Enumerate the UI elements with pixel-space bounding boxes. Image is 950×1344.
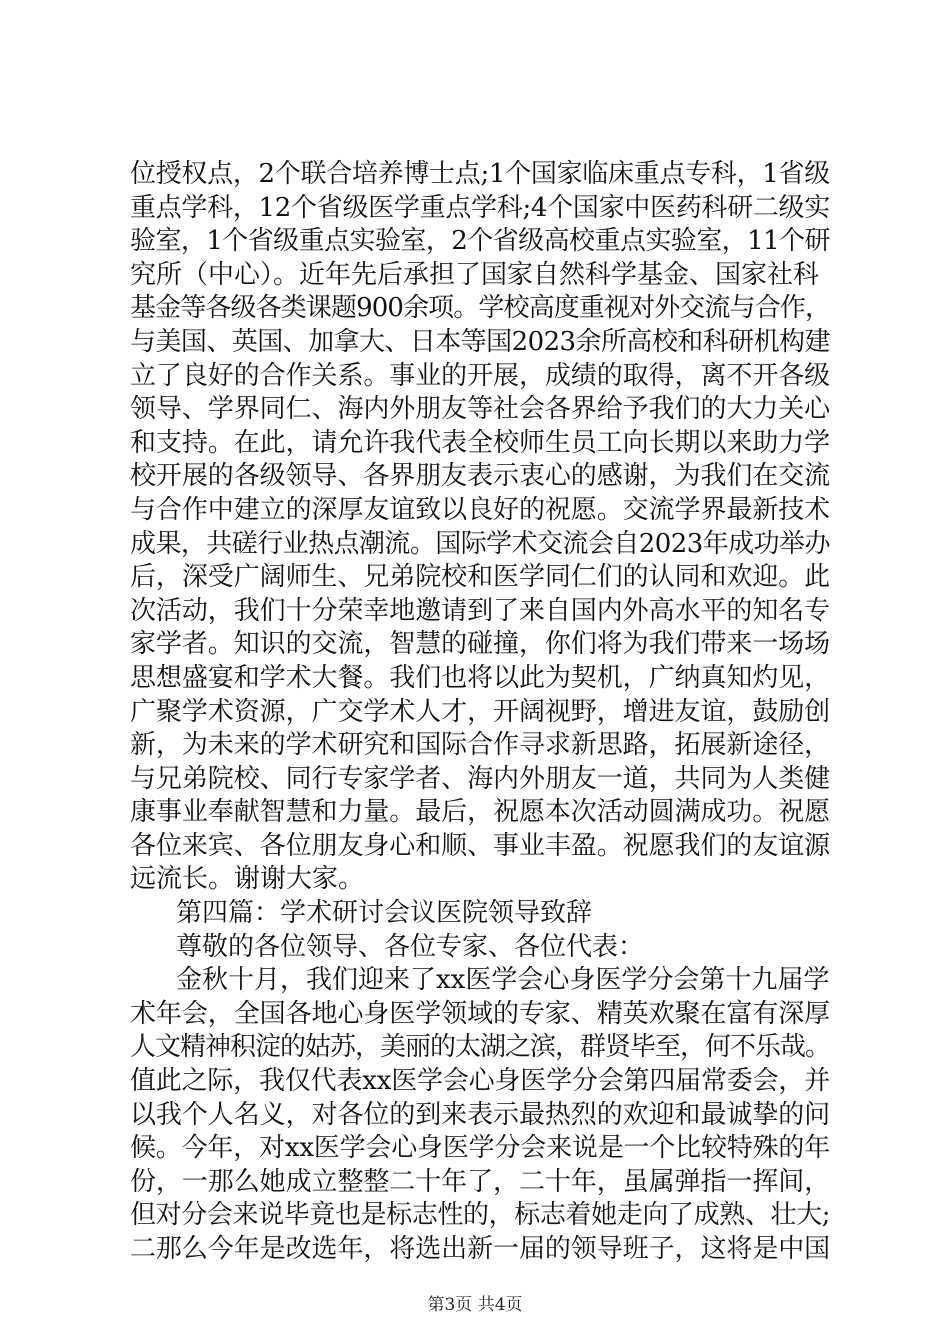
text-line: 二那么今年是改选年，将选出新一届的领导班子，这将是中国 [130, 1234, 831, 1264]
text-line: 金秋十月，我们迎来了xx医学会心身医学分会第十九届学 [176, 965, 830, 996]
text-line: 份，一那么她成立整整二十年了，二十年，虽属弹指一挥间， [130, 1166, 831, 1197]
text-line: 但对分会来说毕竟也是标志性的，标志着她走向了成熟、壮大; [130, 1200, 831, 1231]
text-line: 各位来宾、各位朋友身心和顺、事业丰盈。祝愿我们的友谊源 [130, 830, 831, 861]
text-line: 验室，1个省级重点实验室，2个省级高校重点实验室，11个研 [130, 226, 830, 257]
text-line: 立了良好的合作关系。事业的开展，成绩的取得，离不开各级 [130, 360, 831, 391]
text-line: 究所（中心）。近年先后承担了国家自然科学基金、国家社科 [130, 259, 820, 290]
text-line: 广聚学术资源，广交学术人才，开阔视野，增进友谊，鼓励创 [130, 696, 831, 727]
text-line: 候。今年，对xx医学会心身医学分会来说是一个比较特殊的年 [130, 1133, 831, 1164]
text-line: 以我个人名义，对各位的到来表示最热烈的欢迎和最诚挚的问 [130, 1099, 831, 1130]
text-line: 成果，共磋行业热点潮流。国际学术交流会自2023年成功举办 [130, 528, 830, 559]
page-footer: 第3页 共4页 [427, 1295, 523, 1315]
text-line: 基金等各级各类课题900余项。学校高度重视对外交流与合作， [130, 293, 831, 324]
text-line: 与兄弟院校、同行专家学者、海内外朋友一道，共同为人类健 [130, 763, 831, 794]
text-line: 思想盛宴和学术大餐。我们也将以此为契机，广纳真知灼见， [130, 662, 831, 693]
text-line: 术年会，全国各地心身医学领域的专家、精英欢聚在富有深厚 [130, 998, 831, 1029]
text-line: 家学者。知识的交流，智慧的碰撞，你们将为我们带来一场场 [130, 629, 831, 660]
text-line: 人文精神积淀的姑苏，美丽的太湖之滨，群贤毕至，何不乐哉。 [130, 1032, 831, 1063]
body-text [130, 158, 830, 1267]
text-line: 后，深受广阔师生、兄弟院校和医学同仁们的认同和欢迎。此 [130, 562, 831, 593]
text-line: 和支持。在此，请允许我代表全校师生员工向长期以来助力学 [130, 427, 831, 458]
text-line: 与美国、英国、加拿大、日本等国2023余所高校和科研机构建 [130, 326, 830, 357]
text-line: 康事业奉献智慧和力量。最后，祝愿本次活动圆满成功。祝愿 [130, 797, 831, 828]
text-line: 校开展的各级领导、各界朋友表示衷心的感谢，为我们在交流 [130, 461, 831, 492]
text-line: 与合作中建立的深厚友谊致以良好的祝愿。交流学界最新技术 [130, 494, 831, 525]
text-line: 重点学科，12个省级医学重点学科;4个国家中医药科研二级实 [130, 192, 830, 223]
text-line: 次活动，我们十分荣幸地邀请到了来自国内外高水平的知名专 [130, 595, 831, 626]
text-line: 新，为未来的学术研究和国际合作寻求新思路，拓展新途径， [130, 730, 831, 761]
text-line: 值此之际，我仅代表xx医学会心身医学分会第四届常委会，并 [130, 1066, 831, 1097]
text-line: 第四篇：学术研讨会议医院领导致辞 [176, 898, 593, 929]
text-line: 位授权点，2个联合培养博士点;1个国家临床重点专科，1省级 [130, 159, 830, 189]
text-line: 尊敬的各位领导、各位专家、各位代表： [176, 931, 645, 962]
text-line: 领导、学界同仁、海内外朋友等社会各界给予我们的大力关心 [130, 394, 831, 425]
text-line: 远流长。谢谢大家。 [130, 864, 365, 895]
